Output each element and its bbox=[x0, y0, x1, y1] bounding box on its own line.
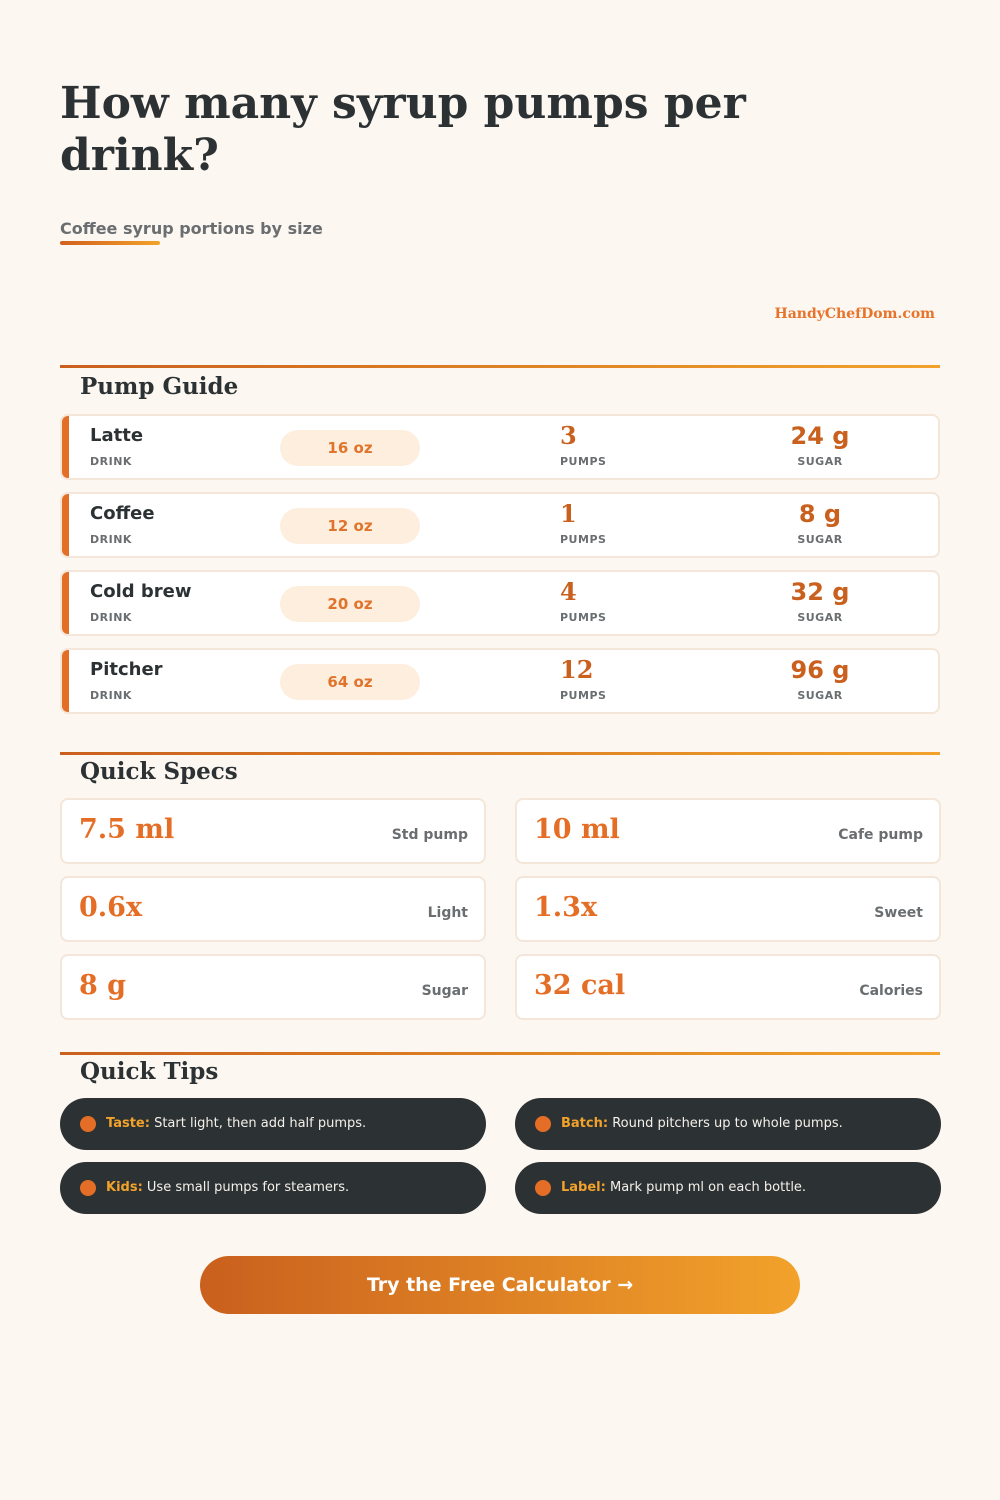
pumps-value: 12 bbox=[560, 655, 594, 684]
pumps-label: PUMPS bbox=[560, 455, 607, 468]
page-title: How many syrup pumps per drink? bbox=[60, 78, 746, 181]
spec-value: 10 ml bbox=[534, 814, 620, 845]
drink-label: DRINK bbox=[90, 689, 132, 702]
section-divider bbox=[60, 1052, 940, 1055]
section-divider bbox=[60, 365, 940, 368]
sugar-label: SUGAR bbox=[797, 533, 843, 546]
section-title-pump-guide: Pump Guide bbox=[80, 373, 239, 400]
row-accent-bar bbox=[62, 650, 69, 712]
tip-text bbox=[561, 1116, 843, 1131]
bullet-dot-icon bbox=[535, 1116, 551, 1132]
pumps-value: 3 bbox=[560, 421, 577, 450]
spec-label: Std pump bbox=[391, 827, 468, 843]
bullet-dot-icon bbox=[80, 1116, 96, 1132]
spec-label: Sweet bbox=[874, 905, 923, 921]
size-badge: 12 oz bbox=[280, 508, 420, 544]
sugar-value: 8 g bbox=[798, 500, 842, 528]
tip-key: Kids: bbox=[106, 1180, 143, 1195]
tip-key: Taste: bbox=[106, 1116, 150, 1131]
pumps-value: 1 bbox=[560, 499, 577, 528]
pump-guide-row bbox=[60, 570, 940, 636]
size-badge: 20 oz bbox=[280, 586, 420, 622]
tip-pill bbox=[515, 1162, 941, 1214]
pumps-value: 4 bbox=[560, 577, 577, 606]
spec-label: Light bbox=[427, 905, 468, 921]
drink-label: DRINK bbox=[90, 533, 132, 546]
section-title-quick-specs: Quick Specs bbox=[80, 758, 238, 785]
sugar-value: 96 g bbox=[790, 656, 850, 684]
tip-text bbox=[106, 1180, 349, 1195]
spec-card bbox=[60, 954, 486, 1020]
bullet-dot-icon bbox=[80, 1180, 96, 1196]
pump-guide-row bbox=[60, 492, 940, 558]
sugar-value: 32 g bbox=[790, 578, 850, 606]
free-calculator-button[interactable]: Try the Free Calculator → bbox=[200, 1256, 800, 1314]
sugar-label: SUGAR bbox=[797, 455, 843, 468]
size-badge: 16 oz bbox=[280, 430, 420, 466]
spec-value: 8 g bbox=[79, 970, 127, 1001]
spec-card bbox=[515, 798, 941, 864]
pumps-label: PUMPS bbox=[560, 611, 607, 624]
page-subtitle: Coffee syrup portions by size bbox=[60, 219, 323, 238]
tip-body: Start light, then add half pumps. bbox=[149, 1116, 367, 1131]
spec-value: 0.6x bbox=[79, 892, 143, 923]
pump-guide-row bbox=[60, 414, 940, 480]
tip-text bbox=[561, 1180, 806, 1195]
tip-body: Round pitchers up to whole pumps. bbox=[608, 1116, 843, 1131]
spec-label: Cafe pump bbox=[838, 827, 923, 843]
spec-value: 1.3x bbox=[534, 892, 598, 923]
spec-card bbox=[515, 954, 941, 1020]
sugar-value: 24 g bbox=[790, 422, 850, 450]
section-title-quick-tips: Quick Tips bbox=[80, 1058, 219, 1085]
subtitle-underline bbox=[60, 241, 160, 245]
spec-card bbox=[60, 876, 486, 942]
spec-label: Sugar bbox=[421, 983, 468, 999]
drink-label: DRINK bbox=[90, 455, 132, 468]
tip-pill bbox=[60, 1098, 486, 1150]
drink-name: Latte bbox=[90, 425, 144, 446]
sugar-label: SUGAR bbox=[797, 689, 843, 702]
tip-text bbox=[106, 1116, 366, 1131]
drink-label: DRINK bbox=[90, 611, 132, 624]
row-accent-bar bbox=[62, 572, 69, 634]
tip-key: Label: bbox=[561, 1180, 606, 1195]
pumps-label: PUMPS bbox=[560, 533, 607, 546]
drink-name: Pitcher bbox=[90, 659, 163, 680]
spec-value: 32 cal bbox=[534, 970, 626, 1001]
row-accent-bar bbox=[62, 494, 69, 556]
brand-link[interactable]: HandyChefDom.com bbox=[774, 306, 935, 322]
bullet-dot-icon bbox=[535, 1180, 551, 1196]
tip-body: Mark pump ml on each bottle. bbox=[605, 1180, 807, 1195]
pump-guide-row bbox=[60, 648, 940, 714]
sugar-label: SUGAR bbox=[797, 611, 843, 624]
tip-pill bbox=[60, 1162, 486, 1214]
tip-pill bbox=[515, 1098, 941, 1150]
section-divider bbox=[60, 752, 940, 755]
tip-key: Batch: bbox=[561, 1116, 609, 1131]
spec-label: Calories bbox=[859, 983, 923, 999]
pumps-label: PUMPS bbox=[560, 689, 607, 702]
spec-card bbox=[60, 798, 486, 864]
size-badge: 64 oz bbox=[280, 664, 420, 700]
tip-body: Use small pumps for steamers. bbox=[142, 1180, 350, 1195]
drink-name: Cold brew bbox=[90, 581, 192, 602]
row-accent-bar bbox=[62, 416, 69, 478]
spec-value: 7.5 ml bbox=[79, 814, 175, 845]
spec-card bbox=[515, 876, 941, 942]
drink-name: Coffee bbox=[90, 503, 155, 524]
